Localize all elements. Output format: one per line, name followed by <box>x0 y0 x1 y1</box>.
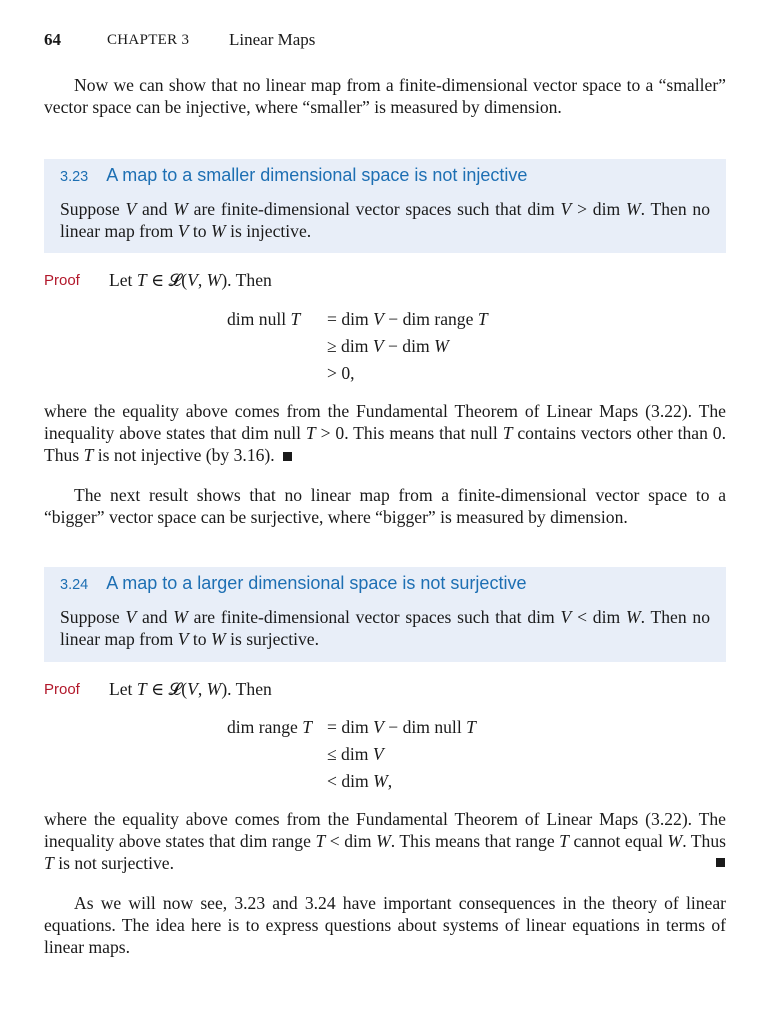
proof-intro: Let T ∈ 𝓛(V, W). Then <box>109 270 272 290</box>
theorem-text: to <box>192 628 207 649</box>
theorem-text: is surjective. <box>230 628 319 649</box>
math-w: W <box>173 607 188 627</box>
eq-line-1: = dim V − dim null T <box>327 717 476 737</box>
eq-line-3: < dim W, <box>327 771 393 791</box>
qed-symbol <box>716 858 725 867</box>
proof-conclusion: where the equality above comes from the Fundamental Theorem of Linear Maps (3.22). The inequality above states that dim range T < dim W. This means that range T cannot equal W. Thus T is not surjective. <box>44 809 726 873</box>
theorem-text: are finite-dimensional vector spaces such that <box>193 199 522 219</box>
theorem-text: Suppose <box>60 607 120 627</box>
theorem-statement <box>60 607 710 651</box>
proof-label: Proof <box>44 272 80 289</box>
math-w: W <box>211 220 226 241</box>
math-w: W <box>173 199 188 219</box>
page-number: 64 <box>44 30 61 49</box>
eq-line-3: > 0, <box>327 363 355 383</box>
theorem-text: is injective. <box>230 220 312 241</box>
theorem-text: and <box>141 199 168 219</box>
theorem-box-3-23 <box>44 159 726 253</box>
theorem-box-3-24 <box>44 567 726 662</box>
theorem-text: and <box>141 607 168 627</box>
proof-intro: Let T ∈ 𝓛(V, W). Then <box>109 679 272 699</box>
intro-paragraph: Now we can show that no linear map from a finite-dimensional vector space to a “smaller” vector space can be injective, where “smaller” is measured by dimension. <box>44 75 726 117</box>
math-w: W <box>211 628 226 649</box>
proof-label: Proof <box>44 681 80 698</box>
eq-lhs: dim null T <box>227 309 301 329</box>
qed-symbol <box>283 452 292 461</box>
chapter-label: CHAPTER 3 <box>107 32 190 48</box>
chapter-title: Linear Maps <box>229 30 316 49</box>
theorem-number: 3.23 <box>60 169 89 185</box>
theorem-text: to <box>192 220 207 241</box>
math-v: V <box>125 199 137 219</box>
proof-conclusion: where the equality above comes from the Fundamental Theorem of Linear Maps (3.22). The inequality above states that dim null T > 0. This means that null T contains vectors other than 0. Thus T is not injective (by 3.16). <box>44 401 726 465</box>
theorem-number: 3.24 <box>60 577 89 593</box>
eq-lhs: dim range T <box>227 717 313 737</box>
closing-paragraph: As we will now see, 3.23 and 3.24 have important consequences in the theory of linear equations. The idea here is to express questions about systems of linear equations in terms of linear maps. <box>44 893 726 957</box>
eq-line-2: ≤ dim V <box>327 744 384 764</box>
transition-paragraph: The next result shows that no linear map from a finite-dimensional vector space to a “bigger” vector space can be surjective, where “bigger” is measured by dimension. <box>44 485 726 527</box>
math-v: V <box>125 607 137 627</box>
page <box>44 0 726 1024</box>
theorem-heading <box>60 165 527 186</box>
theorem-text: Suppose <box>60 199 120 219</box>
math-v: V <box>177 628 189 649</box>
eq-line-1: = dim V − dim range T <box>327 309 488 329</box>
theorem-heading <box>60 573 526 594</box>
theorem-text: . Then no linear map from <box>60 607 711 649</box>
theorem-text: . Then no linear map from <box>60 199 711 241</box>
theorem-title: A map to a larger dimensional space is not surjective <box>106 573 527 593</box>
eq-line-2: ≥ dim V − dim W <box>327 336 449 356</box>
theorem-title: A map to a smaller dimensional space is not injective <box>106 165 528 185</box>
running-header <box>44 30 316 50</box>
theorem-text: are finite-dimensional vector spaces such that <box>193 607 522 627</box>
math-inequality: dim V > dim W <box>527 199 641 219</box>
math-inequality: dim V < dim W <box>527 607 641 627</box>
theorem-statement <box>60 199 710 243</box>
math-v: V <box>177 220 189 241</box>
